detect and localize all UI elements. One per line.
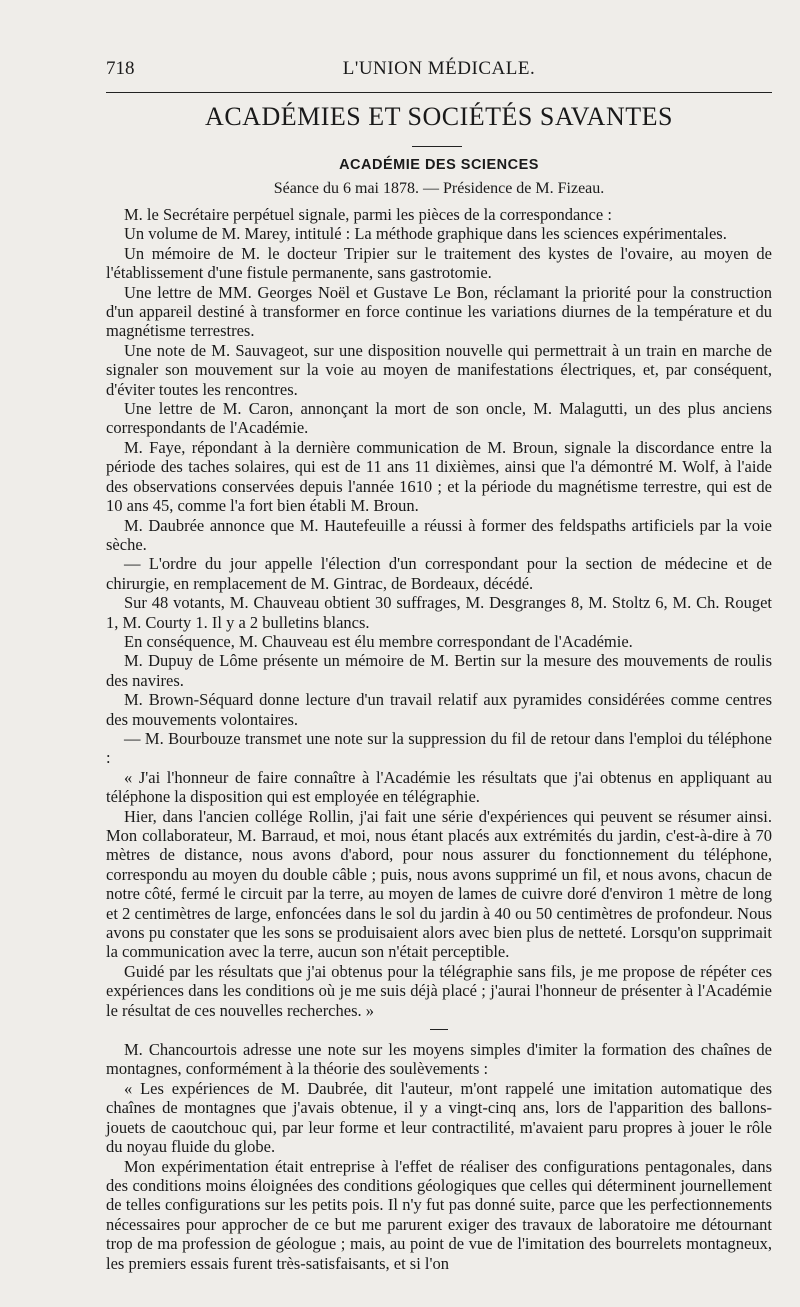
paragraph: M. Daubrée annonce que M. Hautefeuille a réussi à former des feldspaths artificiels par la voie sèche. (106, 515, 772, 554)
paragraph: M. Faye, répondant à la dernière communication de M. Broun, signale la discordance entre la période des taches solaires, qui est de 11 ans 11 dixièmes, ainsi que l'a démontré M. Wolf, à l'aide des observations conservées depuis l'année 1610 ; et la période du magnétisme terrestre, qui est de 10 ans 45, comme l'a fort bien établi M. Broun. (106, 437, 772, 516)
paragraph: Mon expérimentation était entreprise à l'effet de réaliser des configurations pentagonales, dans des conditions moins éloignées des conditions géologiques que celles qui déterminent journellement de telles configurations sur les petits pois. Il n'y fut pas donné suite, parce que les perfectionnements nécessaires pour approcher de ce but me parurent exiger des travaux de laboratoire me détournant trop de ma profession de géologue ; mais, au point de vue de l'imitation des bourrelets montagneux, les premiers essais furent très-satisfaisants, et si l'on (106, 1156, 772, 1273)
paragraph: Guidé par les résultats que j'ai obtenus pour la télégraphie sans fils, je me propose de répéter ces expériences dans les conditions où je me suis déjà placé ; j'aurai l'honneur de présenter à l'Académie le résultat de ces nouvelles recherches. » (106, 961, 772, 1020)
paragraph: Une lettre de M. Caron, annonçant la mort de son oncle, M. Malagutti, un des plus anciens correspondants de l'Académie. (106, 399, 772, 438)
journal-title: L'UNION MÉDICALE. (342, 58, 536, 79)
article-body (106, 205, 772, 1273)
paragraph: M. Dupuy de Lôme présente un mémoire de M. Bertin sur la mesure des mouvements de roulis des navires. (106, 651, 772, 690)
paragraph: Sur 48 votants, M. Chauveau obtient 30 suffrages, M. Desgranges 8, M. Stoltz 6, M. Ch. Rouget 1, M. Courty 1. Il y a 2 bulletins blancs. (106, 593, 772, 632)
paragraph: En conséquence, M. Chauveau est élu membre correspondant de l'Académie. (124, 631, 633, 651)
paragraph: Une note de M. Sauvageot, sur une disposition nouvelle qui permettrait à un train en marche de signaler son mouvement sur la voie au moyen de manifestations électriques, et, par conséquent, d'éviter toutes les rencontres. (106, 340, 772, 399)
paragraph: M. le Secrétaire perpétuel signale, parmi les pièces de la correspondance : (124, 205, 612, 224)
paragraph: Hier, dans l'ancien collége Rollin, j'ai fait une série d'expériences qui peuvent se résumer ainsi. Mon collaborateur, M. Barraud, et moi, nous étant placés aux extrémités du jardin, c'est-à-dire à 70 mètres de distance, nous avons d'abord, pour nous assurer du fonctionnement du téléphone, correspondu au moyen du double câble ; puis, nous avons supprimé un fil, et nous avons, chacun de notre côté, fermé le circuit par la terre, au moyen de lames de cuivre doré d'environ 1 mètre de long et 2 centimètres de large, enfoncées dans le sol du jardin à 40 ou 50 centimètres de profondeur. Nous avons pu constater que les sons se produisaient alors avec bien plus de netteté. Lorsqu'on supprimait la communication avec la terre, aucun son n'était perceptible. (106, 806, 772, 962)
running-header (106, 58, 772, 82)
page-number: 718 (106, 58, 135, 79)
section-title: ACADÉMIES ET SOCIÉTÉS SAVANTES (205, 102, 673, 131)
paragraph: « Les expériences de M. Daubrée, dit l'auteur, m'ont rappelé une imitation automatique des chaînes de montagnes que j'avais obtenue, il y a vingt-cinq ans, lors de l'apparition des ballons-jouets de caoutchouc qui, par leur forme et leur contractilité, m'avaient paru propres à jouer le rôle du noyau fluide du globe. (106, 1078, 772, 1157)
paragraph: M. Chancourtois adresse une note sur les moyens simples d'imiter la formation des chaînes de montagnes, conformément à la théorie des soulèvements : (106, 1040, 772, 1079)
title-rule (412, 146, 462, 147)
paragraph: — L'ordre du jour appelle l'élection d'un correspondant pour la section de médecine et de chirurgie, en remplacement de M. Gintrac, de Bordeaux, décédé. (106, 554, 772, 593)
header-rule (106, 92, 772, 93)
paragraph: Un mémoire de M. le docteur Tripier sur le traitement des kystes de l'ovaire, au moyen de l'établissement d'une fistule permanente, sans gastrotomie. (106, 243, 772, 283)
paragraph: Une lettre de MM. Georges Noël et Gustave Le Bon, réclamant la priorité pour la construction d'un appareil destiné à transformer en force continue les variations diurnes de la température et du magnétisme terrestres. (106, 282, 772, 341)
academy-heading: ACADÉMIE DES SCIENCES (339, 157, 539, 173)
session-line: Séance du 6 mai 1878. — Présidence de M. Fizeau. (273, 180, 605, 197)
paragraph: M. Brown-Séquard donne lecture d'un travail relatif aux pyramides considérées comme centres des mouvements volontaires. (106, 690, 772, 729)
paragraph: Un volume de M. Marey, intitulé : La méthode graphique dans les sciences expérimentales. (124, 224, 727, 244)
paragraph: « J'ai l'honneur de faire connaître à l'Académie les résultats que j'ai obtenus en appliquant au téléphone la disposition qui est employée en télégraphie. (106, 767, 772, 807)
section-separator (430, 1029, 448, 1030)
paragraph: — M. Bourbouze transmet une note sur la suppression du fil de retour dans l'emploi du téléphone : (106, 728, 772, 768)
